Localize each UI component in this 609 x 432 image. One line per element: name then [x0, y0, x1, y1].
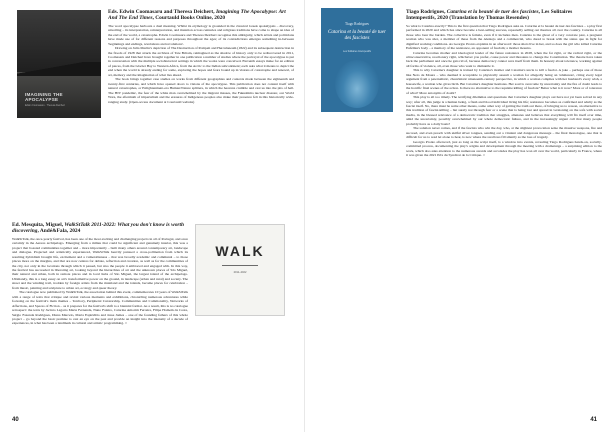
heading-publisher: , Les Solitaires Intempestifs, 2020 (Translation by Thomas Resendes): [406, 9, 573, 22]
review-walk-talk: [12, 222, 188, 412]
paragraph: Drawing on Julia Martin's depiction of The Destruction of Pompeii and Herculaneum (1822) and its subsequent destruction in the floods of 1928 that struck the archives of Tate Britain, reimagined as the shadow of history only to be rediscovered in 2011, Coomasaru and Deichert have brought together in one publication a number of studies where the portrayal of the apocalypse is put in conversation with the multiple sociohistorical settings in which the works were conceived. Eleventh essays make for an edition of pieces, from the Glacier Bay to Western Africa, from the Arctic to the Indian subcontinent; each asks what it means to depict the end when the world is already ending for some, exploring the hopes and fears bound up in visions of catastrophe and renewal, of art, memory and the imagination of what lies ahead.: [108, 46, 294, 77]
heading-publisher: , Courtauld Books Online, 2020: [152, 15, 226, 22]
review-body: [12, 237, 188, 326]
review-heading: [108, 9, 294, 22]
cover-subtitle: Edwin Coomasaru · Theresa Deichert: [25, 104, 65, 107]
cover-title: WALK: [215, 243, 265, 259]
heading-book-title: WalkStTalk 2011-2022: What you don't know is worth discovering: [12, 222, 184, 235]
paragraph: The book brings together case studies on works from different geographies and contexts made between the eighteenth and twenty-first centuries, and which have opened doors to visions of the apocalypse. This publication does not content itself with natural catastrophes, or Enlightenment-era Human/Nature splitters, in which the heavens crumble and cast us into the pits of hell. The HIV pandemic, the fear of the white man overwhelmed by the migrant masses, the Fukushima nuclear disaster, our World Wars, the aftermath of imperialism and the erasures of Indigenous peoples also make their presence felt in this historically wide-ranging study. (Open-access document at Courtauld website): [108, 77, 294, 104]
review-heading: [406, 9, 602, 22]
review-body: [406, 24, 602, 158]
review-heading: [12, 222, 188, 235]
left-page: [0, 0, 304, 432]
paragraph: The word apocalypse harbours a dual meaning. Whilst its etymology is grounded in the classical Greek apokalypsis – discovery, unveiling – its interpretation, reinterpretation, and mutation across centuries and religious traditions have come to shape an idea of the end of the world, a catastrophe. Edwin Coomasaru and Theresa Deichert recognise this ambiguity, which artists and politicians have made use of for different reasons and purposes throughout the ages; of its contradictions emerges something in-between 'beginnings and endings, revelations and revolutions'.: [108, 23, 294, 46]
paragraph: The catalogue now published by WalkStTalk, the association behind this event, commemorates 10 years of WalkStTalk with a range of texts that critique and revisit various moments and exhibitions, chronicling numerous adventures while focusing on the festival's main themes – Territory, Peripheral Curatorship, Communities and Commonality, Networks of Affections, and Spaces of Fiction – as it prepares for the festival's shift to a biennial format. As a result, this is no catalogue retrospect: the texts by Jacinto Lagarto Maria Fernanda, Nuno Faleiro, Catarina Amorim Ferreira, Filipe Homem da Costa, Sérgio Fazenda Rodrigues, Diana Marcelo, Marta Espiridião and Jesse James – one of the founding fathers of this whole project – go beyond the basic premise to cast an eye on the past and provide an insight into the intensity of a decade of experiences, in what has been a landmark in cultural and artistic programming. //: [12, 290, 188, 326]
cover-author: Tiago Rodrigues: [345, 22, 369, 26]
heading-book-title: Catarina et la beauté de tuer des fascistes: [446, 9, 539, 15]
paragraph: WalkStTalk, the once-yearly festival, has been one of the most exciting and challenging projects in all of Portugal, and once certainly in the Azores archipelago. Emerging from a milieu that could be significant and genuinely insular, this was a project that boasted communities together and – more importantly – built many others around contemporary art, landscape and dialogue. Projected and artistically experienced, WalkStTalk heavily pursued a cross-pollination from which its resulting hybridism brought life, excitement and a vulnerableness – that was broadly academic and communal – to those places more on the margins, and that are now centres for debate, reflection and creation, as well as for the communities of the city, not only in the locations through which it passed, but also the people it embraced and engaged with. In this way, the festival has succeeded in liberating art, looking beyond the hierarchies of art and the unknown places of São Miguel, their natural and urban, both in remote places and in local hubs of São Miguel, the largest island of the archipelago. Ultimately, this is a long essay on art's transformative power on the ground, in landscape (urban and rural) and society. The street and the winding trail, trodden by foreign artists from the mainland and the islands, became places for celebration – from music, painting and sculpture to urban art, ecology and queer theory.: [12, 236, 188, 290]
paragraph: This is why Catarina's daughter is trained by Catarina's mother and Catarina's uncle to kill a fascist. A joke – perhaps one of those like Neto de Moura – who deemed it acceptable to physically assault a woman for allegedly being an 'adulteress', citing every legal argument from a paternalistic, chauvinistic nineteenth-century perspective, in which a woman complies with her husband's every wish, a housewife, a woman who gives birth. But Catarina's daughter hesitates. Her soul is overcome by uncertainty and the fire of doubt leads to the horrific final scenes of the action. Is there no alternative to the requisite killing of fascists? Better what is it now? More or of tolerance of what? More antonyms of doubt?: [406, 68, 602, 95]
page-number-right: 41: [590, 417, 597, 423]
cover-rule: [222, 265, 258, 266]
heading-publisher: , Andé&Fala, 2024: [37, 228, 81, 235]
cover-imagining-the-apocalypse: [17, 10, 101, 118]
review-catarina: [406, 9, 602, 413]
paragraph: The solution never comes, and if the fascists who win the day, who, at the slightest provocation seize the massive weapons, fire and succeed, and even preach with skilful silver tongues, sending out a virulent and dangerous message – the final monologue, one that is difficult for us to read let alone to hear, is now where the swallows fill silently as the loss of tragedy.: [406, 126, 602, 140]
heading-editors: Ed. Mesquita, Miguel,: [12, 222, 65, 228]
paragraph: Catarina becomes mother and ideological leader of the future resistance in 2028, when the far right, or the radical right, or the ultraconservative, reactionary right, whichever you prefer, cause power and threatens to change the Constitution. The theatre have taken back the parliament and once he gets rid of, because democracy cannot save itself from them. In honesty about tolerance, working against all forms of violence, all, even those who want to dismantle it.: [406, 50, 602, 68]
paragraph: So what is Catarina exactly? This is the first question that Tiago Rodrigues asks us. Catarina et la beauté de tuer des fascistes – a play first performed in 2020 and which has since become a best-selling success, repeatedly selling out theatres all over the country. Catarina is all those who bear the burden. The collective is female, even if it includes men. Catarina is the ghost of a very concrete past, a pregnant woman who was shot, a member of these from the Alentejo and a commercial, who dared to break with the status quo in fight for dignified working conditions. As Georgio Pronto explains in an afterword: those shots live in her, and so does the girl who killed Catarina Eufémia's body – a memory of the resistance, an opponent of fascism; a mother mourns.: [406, 23, 602, 51]
right-page: [305, 0, 609, 432]
cover-light: [335, 60, 379, 108]
heading-author: Tiago Rodrigues,: [406, 9, 447, 15]
cover-years: 2011–2022: [233, 271, 247, 274]
review-imagining-the-apocalypse: [108, 9, 294, 209]
paragraph: Georgio Pronto afterword, just as long as the script itself, is a window into events, revealing Tiago Rodrigues hands-on, socially-committed process, documenting the play's origins and development through the meeting with a dramaturge – a surprising edition to the work, which also asks attention to the numerous awards and accolades the play has won all over the world, particularly in France, where it was given the 2021 Prix du Syndicat de la Critique. //: [406, 139, 602, 157]
cover-title: IMAGINING THE APOCALYPSE: [25, 92, 63, 103]
paragraph: This play is all too timely. The terrifying dilemmas and questions that Catarina's daughter plays out have not yet been solved in any way; after all, this judge is a human being, a flesh and blood individual living his life; resistance becomes as confirmed and adulty as the fascist itself. No, there must be some other means, some other way of getting the truth out there, of bringing us to reason, an alternative to this tradition of fascist-killing – but surely not through fear or a scene that is being lost and spread in versioning on the sofa with social media, in the blessed relevance of a democratic tradition that struggles, alienates and believes that everything will fix itself over time, amid the uncertainty, possibly overwhelmed by our whole democratic failure, and in the increasingly urgent call that many people probably have as a daily basis?: [406, 95, 602, 126]
cover-walk-talk: [195, 224, 285, 316]
heading-book-title: Imagining The Apocalypse: Art And The End Times: [108, 9, 286, 22]
cover-publisher: Les Solitaires Intempestifs: [343, 50, 371, 53]
cover-ridge: [17, 62, 101, 76]
review-body: [108, 24, 294, 104]
page-number-left: 40: [12, 417, 19, 423]
cover-title: Catarina et la beauté de tuer des fascistes: [328, 30, 386, 41]
cover-catarina: [321, 8, 393, 112]
heading-editors: Eds. Edwin Coomasaru and Theresa Deichert,: [108, 9, 216, 15]
